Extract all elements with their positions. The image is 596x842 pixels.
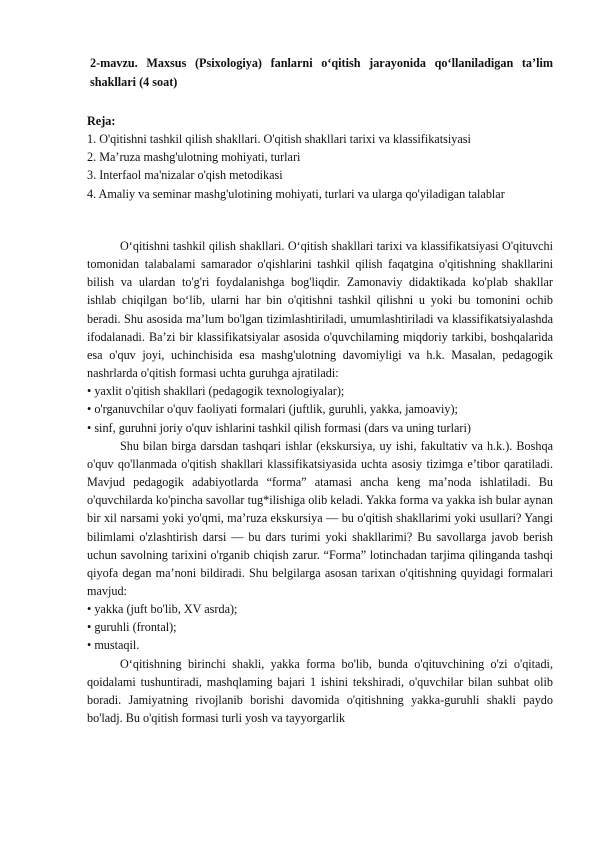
plan-heading: Reja: [87,114,116,128]
paragraph: O‘qitishni tashkil qilish shakllari. O‘qitish shakllari tarixi va klassifikatsiyasi O'qituvchi tomonidan talabalami samarador o'qishlarini tashkil qilish faqatgina o'qitishning shakllarini bilish va ulardan to'g'ri foydalanishga bog'liqdir. Zamonaviy didaktikada ko'plab shakllar ishlab chiqilgan bo‘lib, ularni har bin o'qitishni tashkil qilishni u yoki bu tomonini ochib beradi. Shu asosida ma’lum bo'lgan tizimlashtiriladi, umumlashtiriladi va klassifikatsiyalashda ifodalanadi. Ba’zi bir klassifikatsiyalar asosida o'quvchilaming miqdoriy tarkibi, boshqalarida esa o'quv joyi, uchinchisida esa mashg'ulotning davomiyligi va h.k. Masalan, pedagogik nashrlarda o'qitish formasi uchta guruhga ajratiladi: [87,239,553,381]
plan-item: 4. Amaliy va seminar mashg'ulotining mohiyati, turlari va ularga qo'yiladigan talablar [87,186,505,201]
bullet-item: • yakka (juft bo'lib, XV asrda); [87,602,238,617]
bullet-item: • yaxlit o'qitish shakllari (pedagogik texnologiyalar); [87,384,345,399]
bullet-item: • o'rganuvchilar o'quv faoliyati formalari (juftlik, guruhli, yakka, jamoaviy); [87,402,458,417]
plan-list [87,130,553,203]
bullet-item: • mustaqil. [87,638,140,653]
plan-item: 2. Ma’ruza mashg'ulotning mohiyati, turlari [87,150,301,165]
plan-item: 3. Interfaol ma'nizalar o'qish metodikasi [87,168,283,183]
document-title: 2-mavzu. Maxsus (Psixologiya) fanlarni o‘qitish jarayonida qo‘llaniladigan ta’lim shakllari (4 soat) [90,56,553,89]
bullet-item: • sinf, guruhni joriy o'quv ishlarini tashkil qilish formasi (dars va uning turlari) [87,420,471,435]
bullet-item: • guruhli (frontal); [87,620,177,635]
paragraph: O‘qitishning birinchi shakli, yakka forma bo'lib, bunda o'qituvchining o'zi o'qitadi, qoidalami tushuntiradi, mashqlaming bajari 1 ishini tekshiradi, o'quvchilar bilan suhbat olib boradi. Jamiyatning rivojlanib borishi davomida o'qitishning yakka-guruhli shakli paydo bo'ladj. Bu o'qitish formasi turli yosh va tayyorgarlik [87,656,553,726]
plan-item: 1. O'qitishni tashkil qilish shakllari. O'qitish shakllari tarixi va klassifikatsiyasi [87,132,471,146]
paragraph: Shu bilan birga darsdan tashqari ishlar (ekskursiya, uy ishi, fakultativ va h.k.). Boshqa o'quv qo'llanmada o'qitish shakllari klassifikatsiyasida uchta asosiy tizimga e’tibor qaratiladi. Mavjud pedagogik adabiyotlarda “forma” atamasi ancha keng ma’noda ishlatiladi. Bu o'quvchilarda ko'pincha savollar tug*ilishiga olib keladi. Yakka forma va yakka ish bular aynan bir xil narsami yoki yo'qmi, ma’ruza ekskursiya — bu o'qitish shakllarimi yoki usullari? Yangi bilimlami o'zlashtirish darsi — bu dars turimi yoki shakllarimi? Bu savollarga javob berish uchun savolning tarixini o'rganib chiqish zarur. “Forma” lotinchadan tarjima qilinganda tashqi qiyofa degan ma’noni bildiradi. Shu belgilarga asosan tarixan o'qitishning quyidagi formalari mavjud: [87,438,553,598]
document-body [87,237,553,727]
